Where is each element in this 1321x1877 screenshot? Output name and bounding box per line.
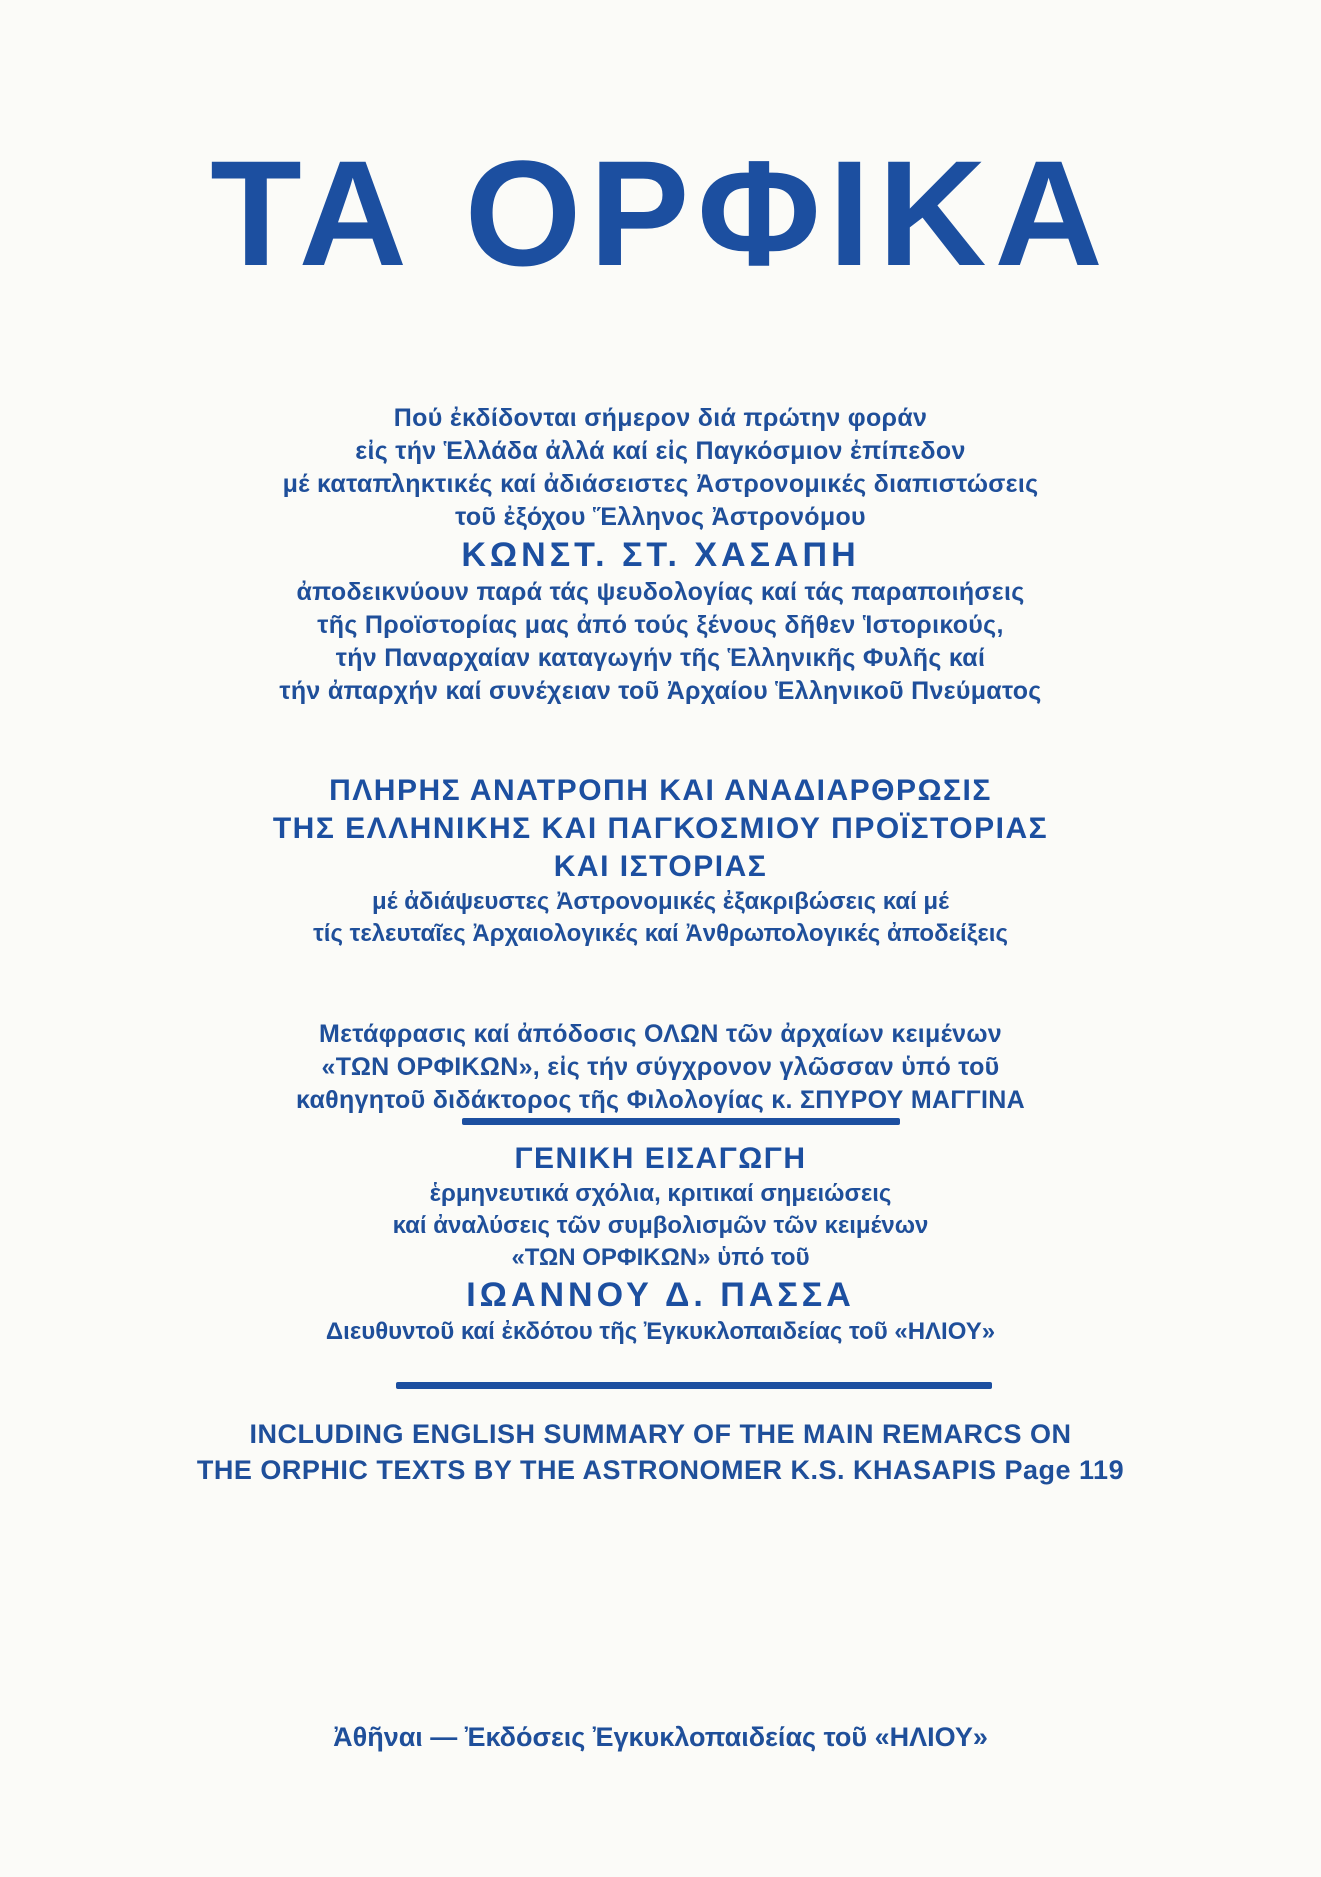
editor-name: ΙΩΑΝΝΟΥ Δ. ΠΑΣΣΑ bbox=[466, 1276, 855, 1314]
intro-line: τῆς Προϊστορίας μας ἀπό τούς ξένους δῆθεν Ἱστορικούς, bbox=[317, 611, 1004, 639]
divider-rule-bottom bbox=[396, 1382, 992, 1389]
translation-line: «ΤΩΝ ΟΡΦΙΚΩΝ», εἰς τήν σύγχρονον γλῶσσαν ὑπό τοῦ bbox=[321, 1053, 1000, 1081]
section-line: τίς τελευταῖες Ἀρχαιολογικές καί Ἀνθρωπολογικές ἀποδείξεις bbox=[313, 920, 1008, 947]
english-summary-block bbox=[0, 1416, 1321, 1488]
english-line: INCLUDING ENGLISH SUMMARY OF THE MAIN REMARCS ON bbox=[249, 1419, 1072, 1449]
general-heading: ΓΕΝΙΚΗ ΕΙΣΑΓΩΓΗ bbox=[514, 1142, 807, 1175]
translation-line: καθηγητοῦ διδάκτορος τῆς Φιλολογίας κ. ΣΠΥΡΟΥ ΜΑΓΓΙΝΑ bbox=[296, 1086, 1025, 1114]
publisher-line: Ἀθῆναι — Ἐκδόσεις Ἐγκυκλοπαιδείας τοῦ «ΗΛΙΟΥ» bbox=[333, 1722, 988, 1752]
publisher-footer bbox=[0, 1720, 1321, 1754]
divider-rule-top bbox=[462, 1118, 900, 1125]
editor-role: Διευθυντοῦ καί ἐκδότου τῆς Ἐγκυκλοπαιδείας τοῦ «ΗΛΙΟΥ» bbox=[325, 1318, 996, 1345]
intro-line: εἰς τήν Ἑλλάδα ἀλλά καί εἰς Παγκόσμιον ἐπίπεδον bbox=[355, 437, 966, 465]
english-line: THE ORPHIC TEXTS BY THE ASTRONOMER K.S. KHASAPIS Page 119 bbox=[196, 1455, 1125, 1485]
section-heading-line: ΤΗΣ ΕΛΛΗΝΙΚΗΣ ΚΑΙ ΠΑΓΚΟΣΜΙΟΥ ΠΡΟΪΣΤΟΡΙΑΣ bbox=[272, 812, 1049, 845]
general-line: καί ἀναλύσεις τῶν συμβολισμῶν τῶν κειμένων bbox=[392, 1212, 929, 1239]
intro-line: μέ καταπληκτικές καί ἀδιάσειστες Ἀστρονομικές διαπιστώσεις bbox=[282, 470, 1039, 498]
intro-line: ἀποδεικνύουν παρά τάς ψευδολογίας καί τάς παραποιήσεις bbox=[296, 578, 1025, 606]
translation-block bbox=[0, 1018, 1321, 1117]
general-line: «ΤΩΝ ΟΡΦΙΚΩΝ» ὑπό τοῦ bbox=[511, 1244, 810, 1271]
general-introduction-block bbox=[0, 1140, 1321, 1348]
intro-line: Πού ἐκδίδονται σήμερον διά πρώτην φοράν bbox=[393, 404, 928, 432]
cover-title: ΤΑ ΟΡΦΙΚΑ bbox=[210, 129, 1111, 297]
intro-line: τήν Παναρχαίαν καταγωγήν τῆς Ἑλληνικῆς Φυλῆς καί bbox=[335, 644, 986, 672]
intro-line: τήν ἀπαρχήν καί συνέχειαν τοῦ Ἀρχαίου Ἑλληνικοῦ Πνεύματος bbox=[279, 677, 1042, 705]
general-line: ἑρμηνευτικά σχόλια, κριτικαί σημειώσεις bbox=[429, 1180, 892, 1207]
intro-line: τοῦ ἐξόχου Ἕλληνος Ἀστρονόμου bbox=[455, 503, 866, 531]
section-heading-line: ΚΑΙ ΙΣΤΟΡΙΑΣ bbox=[553, 850, 768, 883]
author-name: ΚΩΝΣΤ. ΣΤ. ΧΑΣΑΠΗ bbox=[461, 536, 860, 574]
section-heading-line: ΠΛΗΡΗΣ ΑΝΑΤΡΟΠΗ ΚΑΙ ΑΝΑΔΙΑΡΘΡΩΣΙΣ bbox=[329, 774, 992, 807]
intro-block bbox=[0, 402, 1321, 708]
section-overturn bbox=[0, 772, 1321, 950]
section-line: μέ ἀδιάψευστες Ἀστρονομικές ἐξακριβώσεις καί μέ bbox=[372, 888, 949, 915]
translation-line: Μετάφρασις καί ἀπόδοσις ΟΛΩΝ τῶν ἀρχαίων κειμένων bbox=[319, 1020, 1002, 1048]
